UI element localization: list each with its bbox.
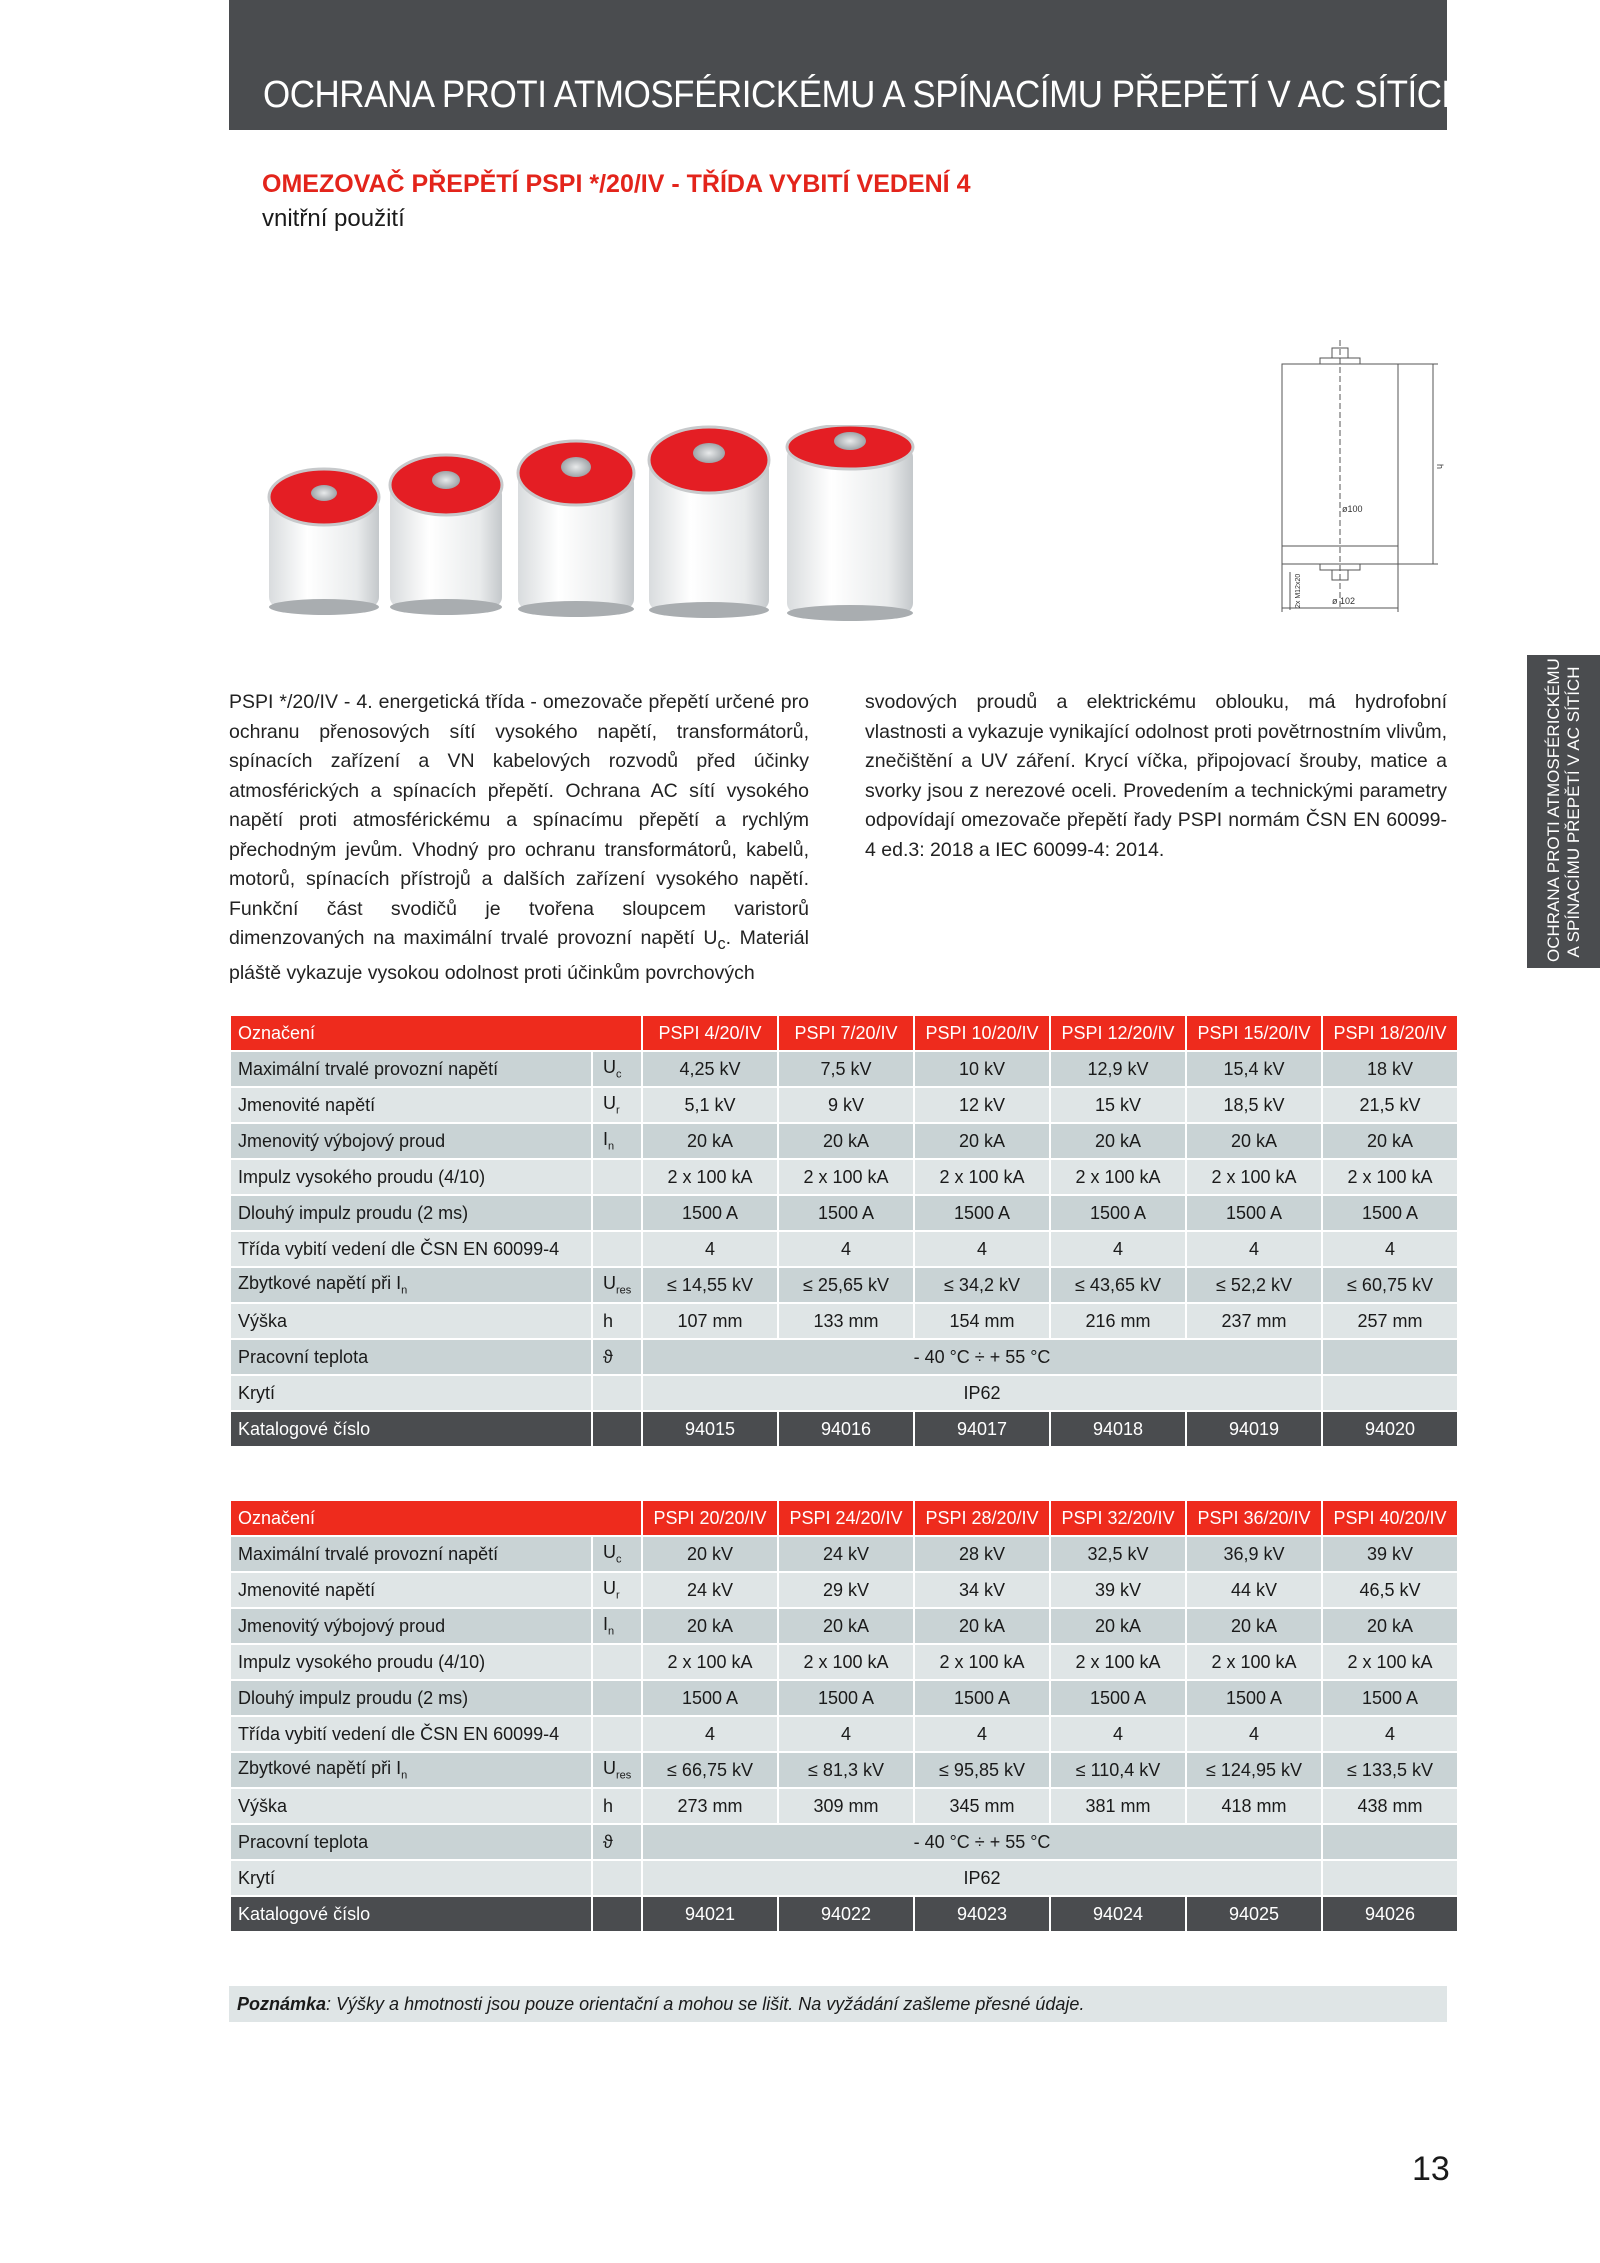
- row-value: 2 x 100 kA: [779, 1645, 913, 1679]
- row-value: 2 x 100 kA: [1323, 1160, 1457, 1194]
- row-value: 4: [915, 1232, 1049, 1266]
- row-value: 20 kA: [643, 1124, 777, 1158]
- row-label: [231, 1717, 591, 1751]
- row-symbol: [593, 1897, 641, 1931]
- row-label-text: Jmenovité napětí: [238, 1579, 376, 1600]
- row-value: 1500 A: [1323, 1196, 1457, 1230]
- side-tab-text: [1543, 657, 1584, 962]
- table-row: [231, 1537, 1457, 1571]
- catalog-number: 94018: [1051, 1412, 1185, 1446]
- table-row: [231, 1609, 1457, 1643]
- row-symbol: [593, 1537, 641, 1571]
- row-label-text: Maximální trvalé provozní napětí: [238, 1058, 499, 1079]
- dim-d1-label: ø100: [1342, 504, 1363, 514]
- row-label: [231, 1304, 591, 1338]
- table-footer-row: [231, 1412, 1457, 1446]
- row-symbol: [593, 1304, 641, 1338]
- row-value: 18,5 kV: [1187, 1088, 1321, 1122]
- row-empty: [1323, 1861, 1457, 1895]
- catalog-label: Katalogové číslo: [231, 1897, 591, 1931]
- table-row: [231, 1052, 1457, 1086]
- row-label-text: Jmenovitý výbojový proud: [238, 1615, 446, 1636]
- row-label: [231, 1124, 591, 1158]
- symbol-text: U: [603, 1093, 616, 1114]
- table-row: [231, 1304, 1457, 1338]
- row-symbol: [593, 1861, 641, 1895]
- catalog-number: 94015: [643, 1412, 777, 1446]
- row-value: 1500 A: [1187, 1681, 1321, 1715]
- row-empty: [1323, 1376, 1457, 1410]
- row-value: ≤ 133,5 kV: [1323, 1753, 1457, 1787]
- symbol-text: I: [603, 1614, 609, 1635]
- model-name: PSPI 24/20/IV: [779, 1501, 913, 1535]
- row-value: 1500 A: [1051, 1196, 1185, 1230]
- row-value: 2 x 100 kA: [1051, 1645, 1185, 1679]
- symbol-text: U: [603, 1057, 616, 1078]
- row-value: 4: [1187, 1232, 1321, 1266]
- table-row-temperature: [231, 1340, 1457, 1374]
- description-right: svodových proudů a elektrickému oblouku, má hydrofobní vlastnosti a vykazuje vynikající odolnost proti povětrnostním vlivům, znečištění a UV záření. Krycí víčka, připojovací šrouby, matice a svorky jsou z nerezové oceli. Provedením a technickými parametry odpovídají omezovače přepětí řady PSPI normám ČSN EN 60099-4 ed.3: 2018 a IEC 60099-4: 2014.: [865, 691, 1448, 861]
- row-empty: [1323, 1340, 1457, 1374]
- table-row-temperature: [231, 1825, 1457, 1859]
- row-value: 20 kA: [1051, 1124, 1185, 1158]
- row-value: 28 kV: [915, 1537, 1049, 1571]
- row-value: ≤ 34,2 kV: [915, 1268, 1049, 1302]
- table-row: [231, 1645, 1457, 1679]
- row-label: [231, 1052, 591, 1086]
- row-label-text: Výška: [238, 1795, 288, 1816]
- row-value: 21,5 kV: [1323, 1088, 1457, 1122]
- row-symbol: [593, 1753, 641, 1787]
- table-row: [231, 1681, 1457, 1715]
- row-value: 381 mm: [1051, 1789, 1185, 1823]
- model-name: PSPI 12/20/IV: [1051, 1016, 1185, 1050]
- row-value: 2 x 100 kA: [643, 1160, 777, 1194]
- row-label: [231, 1645, 591, 1679]
- row-value: 9 kV: [779, 1088, 913, 1122]
- row-value: 1500 A: [1323, 1681, 1457, 1715]
- spec-table-1: [229, 1014, 1459, 1448]
- row-value: 20 kA: [1323, 1609, 1457, 1643]
- arrester-1: [269, 469, 379, 615]
- catalog-number: 94021: [643, 1897, 777, 1931]
- arrester-4: [649, 427, 769, 618]
- symbol-sub: r: [616, 1104, 620, 1117]
- row-value: 1500 A: [915, 1196, 1049, 1230]
- table-row: [231, 1160, 1457, 1194]
- row-symbol: [593, 1160, 641, 1194]
- table-header-row: [231, 1501, 1457, 1535]
- symbol-sub: n: [608, 1625, 615, 1638]
- row-symbol: [593, 1412, 641, 1446]
- row-label: Krytí: [231, 1861, 591, 1895]
- catalog-number: 94022: [779, 1897, 913, 1931]
- row-label-text: Dlouhý impulz proudu (2 ms): [238, 1202, 469, 1223]
- row-value: ≤ 52,2 kV: [1187, 1268, 1321, 1302]
- row-value: 24 kV: [779, 1537, 913, 1571]
- row-value: 1500 A: [779, 1681, 913, 1715]
- row-value: 20 kA: [1323, 1124, 1457, 1158]
- row-value: 4: [1051, 1232, 1185, 1266]
- row-value: 2 x 100 kA: [1187, 1645, 1321, 1679]
- row-label-text: Zbytkové napětí při I: [238, 1758, 402, 1779]
- row-value: ≤ 110,4 kV: [1051, 1753, 1185, 1787]
- row-value: 15,4 kV: [1187, 1052, 1321, 1086]
- row-label: [231, 1753, 591, 1787]
- row-value: 20 kA: [915, 1609, 1049, 1643]
- product-subtitle: vnitřní použití: [262, 205, 405, 232]
- row-value: - 40 °C ÷ + 55 °C: [643, 1340, 1321, 1374]
- row-label: [231, 1232, 591, 1266]
- row-symbol: ϑ: [593, 1340, 641, 1374]
- row-value: 5,1 kV: [643, 1088, 777, 1122]
- row-value: 273 mm: [643, 1789, 777, 1823]
- symbol-text: U: [603, 1578, 616, 1599]
- row-value: ≤ 43,65 kV: [1051, 1268, 1185, 1302]
- table-row-ip: [231, 1376, 1457, 1410]
- row-value: 20 kA: [779, 1124, 913, 1158]
- row-value: 24 kV: [643, 1573, 777, 1607]
- model-name: PSPI 40/20/IV: [1323, 1501, 1457, 1535]
- row-label: [231, 1573, 591, 1607]
- row-label: Pracovní teplota: [231, 1825, 591, 1859]
- row-label-text: Impulz vysokého proudu (4/10): [238, 1651, 486, 1672]
- model-name: PSPI 32/20/IV: [1051, 1501, 1185, 1535]
- row-value: 39 kV: [1051, 1573, 1185, 1607]
- row-value: 1500 A: [643, 1681, 777, 1715]
- row-value: ≤ 124,95 kV: [1187, 1753, 1321, 1787]
- catalog-number: 94020: [1323, 1412, 1457, 1446]
- page-title: OCHRANA PROTI ATMOSFÉRICKÉMU A SPÍNACÍMU PŘEPĚTÍ V AC SÍTÍCH: [263, 74, 1467, 116]
- table-header-row: [231, 1016, 1457, 1050]
- description-left-sub: c: [717, 934, 726, 953]
- row-value: ≤ 14,55 kV: [643, 1268, 777, 1302]
- row-value: 12,9 kV: [1051, 1052, 1185, 1086]
- symbol-text: I: [603, 1129, 609, 1150]
- row-label: [231, 1268, 591, 1302]
- model-name: PSPI 4/20/IV: [643, 1016, 777, 1050]
- row-symbol: ϑ: [593, 1825, 641, 1859]
- page-number: 13: [1412, 2150, 1450, 2188]
- row-label-text: Jmenovité napětí: [238, 1094, 376, 1115]
- page-header: [229, 0, 1467, 130]
- row-value: 4: [643, 1717, 777, 1751]
- table-row: [231, 1717, 1457, 1751]
- description-left-end: . Materiál pláště vykazuje vysokou odolnost proti účinkům povrchových: [229, 927, 809, 985]
- row-value: 2 x 100 kA: [1187, 1160, 1321, 1194]
- row-label-text: Výška: [238, 1310, 288, 1331]
- description-left-text: PSPI */20/IV - 4. energetická třída - omezovače přepětí určené pro ochranu přenosových sítí vysokého napětí, transformátorů, spínacích zařízení a VN kabelových rozvodů před účinky atmosférických a spínacích přepětí. Ochrana AC sítí vysokého napětí proti atmosférickému a spínacímu přepětí a rychlým přechodným jevům. Vhodný pro ochranu transformátorů, kabelů, motorů, spínacích přístrojů a dalších zařízení vysokého napětí. Funkční část svodičů je tvořena sloupcem varistorů dimenzovaných na maximální trvalé provozní napětí U: [229, 691, 809, 949]
- arrester-2: [390, 455, 502, 615]
- row-label: [231, 1537, 591, 1571]
- row-label-text: Zbytkové napětí při I: [238, 1273, 402, 1294]
- row-value: 29 kV: [779, 1573, 913, 1607]
- row-value: 2 x 100 kA: [1323, 1645, 1457, 1679]
- row-value: 257 mm: [1323, 1304, 1457, 1338]
- symbol-text: h: [603, 1310, 614, 1331]
- catalog-number: 94026: [1323, 1897, 1457, 1931]
- row-value: 20 kA: [1187, 1609, 1321, 1643]
- row-label-text: Třída vybití vedení dle ČSN EN 60099-4: [238, 1238, 560, 1259]
- row-value: 4: [1187, 1717, 1321, 1751]
- row-value: ≤ 81,3 kV: [779, 1753, 913, 1787]
- symbol-text: h: [603, 1795, 614, 1816]
- row-symbol: [593, 1088, 641, 1122]
- symbol-text: U: [603, 1542, 616, 1563]
- catalog-label: Katalogové číslo: [231, 1412, 591, 1446]
- arrester-3: [518, 441, 634, 617]
- row-value: ≤ 25,65 kV: [779, 1268, 913, 1302]
- row-empty: [1323, 1825, 1457, 1859]
- row-value: 1500 A: [643, 1196, 777, 1230]
- row-value: 10 kV: [915, 1052, 1049, 1086]
- side-tab-line1: OCHRANA PROTI ATMOSFÉRICKÉMU: [1543, 657, 1563, 962]
- symbol-text: U: [603, 1758, 616, 1779]
- row-label-sub: n: [401, 1769, 408, 1782]
- row-value: 345 mm: [915, 1789, 1049, 1823]
- row-value: ≤ 60,75 kV: [1323, 1268, 1457, 1302]
- row-label: [231, 1160, 591, 1194]
- symbol-text: U: [603, 1273, 616, 1294]
- table-footer-row: [231, 1897, 1457, 1931]
- table-row: [231, 1753, 1457, 1787]
- row-value: ≤ 95,85 kV: [915, 1753, 1049, 1787]
- symbol-sub: res: [616, 1284, 632, 1297]
- header-label: Označení: [231, 1501, 641, 1535]
- row-value: 2 x 100 kA: [779, 1160, 913, 1194]
- dim-h-label: h: [1435, 464, 1445, 470]
- row-value: 4: [1323, 1232, 1457, 1266]
- catalog-number: 94019: [1187, 1412, 1321, 1446]
- row-label-text: Impulz vysokého proudu (4/10): [238, 1166, 486, 1187]
- row-symbol: [593, 1645, 641, 1679]
- row-value: 2 x 100 kA: [643, 1645, 777, 1679]
- row-symbol: [593, 1681, 641, 1715]
- row-symbol: [593, 1196, 641, 1230]
- note: [229, 1986, 1447, 2022]
- row-label: [231, 1681, 591, 1715]
- row-value: 1500 A: [779, 1196, 913, 1230]
- row-value: 2 x 100 kA: [915, 1645, 1049, 1679]
- row-symbol: [593, 1052, 641, 1086]
- table-row: [231, 1268, 1457, 1302]
- row-symbol: [593, 1789, 641, 1823]
- row-value: 237 mm: [1187, 1304, 1321, 1338]
- row-label-sub: n: [401, 1284, 408, 1297]
- row-value: 18 kV: [1323, 1052, 1457, 1086]
- row-value: 4,25 kV: [643, 1052, 777, 1086]
- row-symbol: [593, 1717, 641, 1751]
- catalog-number: 94016: [779, 1412, 913, 1446]
- row-value: 4: [643, 1232, 777, 1266]
- row-label-text: Třída vybití vedení dle ČSN EN 60099-4: [238, 1723, 560, 1744]
- model-name: PSPI 20/20/IV: [643, 1501, 777, 1535]
- row-symbol: [593, 1232, 641, 1266]
- row-value: 216 mm: [1051, 1304, 1185, 1338]
- side-tab: [1527, 655, 1600, 968]
- symbol-sub: res: [616, 1769, 632, 1782]
- row-symbol: [593, 1609, 641, 1643]
- table-row-ip: [231, 1861, 1457, 1895]
- row-value: 1500 A: [915, 1681, 1049, 1715]
- row-value: 1500 A: [1051, 1681, 1185, 1715]
- catalog-number: 94024: [1051, 1897, 1185, 1931]
- row-value: 20 kA: [915, 1124, 1049, 1158]
- catalog-number: 94025: [1187, 1897, 1321, 1931]
- row-value: 418 mm: [1187, 1789, 1321, 1823]
- spec-table-2: [229, 1499, 1459, 1933]
- table-row: [231, 1088, 1457, 1122]
- product-title: OMEZOVAČ PŘEPĚTÍ PSPI */20/IV - TŘÍDA VYBITÍ VEDENÍ 4: [262, 170, 971, 198]
- dimension-drawing: [1270, 340, 1450, 620]
- dim-d2-label: ø 102: [1332, 596, 1356, 606]
- symbol-sub: n: [608, 1140, 615, 1153]
- symbol-sub: c: [616, 1553, 622, 1566]
- row-value: 39 kV: [1323, 1537, 1457, 1571]
- row-value: 2 x 100 kA: [915, 1160, 1049, 1194]
- row-value: 4: [779, 1717, 913, 1751]
- dim-thread-label: 2x M12x20: [1295, 573, 1302, 608]
- product-photo: [265, 425, 925, 625]
- row-value: 46,5 kV: [1323, 1573, 1457, 1607]
- row-value: 32,5 kV: [1051, 1537, 1185, 1571]
- table-row: [231, 1196, 1457, 1230]
- note-label: Poznámka: [237, 1994, 327, 2014]
- row-value: 12 kV: [915, 1088, 1049, 1122]
- row-value: 15 kV: [1051, 1088, 1185, 1122]
- row-value: 20 kA: [643, 1609, 777, 1643]
- model-name: PSPI 15/20/IV: [1187, 1016, 1321, 1050]
- row-value: 4: [779, 1232, 913, 1266]
- row-label: Krytí: [231, 1376, 591, 1410]
- row-value: 7,5 kV: [779, 1052, 913, 1086]
- row-value: 438 mm: [1323, 1789, 1457, 1823]
- arrester-5: [787, 425, 913, 621]
- row-value: IP62: [643, 1861, 1321, 1895]
- model-name: PSPI 36/20/IV: [1187, 1501, 1321, 1535]
- row-value: 4: [915, 1717, 1049, 1751]
- row-label: [231, 1609, 591, 1643]
- header-label: Označení: [231, 1016, 641, 1050]
- row-value: 154 mm: [915, 1304, 1049, 1338]
- row-label: [231, 1789, 591, 1823]
- row-value: 20 kA: [1051, 1609, 1185, 1643]
- table-row: [231, 1124, 1457, 1158]
- catalog-number: 94023: [915, 1897, 1049, 1931]
- row-value: 309 mm: [779, 1789, 913, 1823]
- row-value: ≤ 66,75 kV: [643, 1753, 777, 1787]
- row-label-text: Dlouhý impulz proudu (2 ms): [238, 1687, 469, 1708]
- row-value: 133 mm: [779, 1304, 913, 1338]
- row-value: 1500 A: [1187, 1196, 1321, 1230]
- model-name: PSPI 10/20/IV: [915, 1016, 1049, 1050]
- table-row: [231, 1789, 1457, 1823]
- row-symbol: [593, 1268, 641, 1302]
- model-name: PSPI 28/20/IV: [915, 1501, 1049, 1535]
- row-label-text: Maximální trvalé provozní napětí: [238, 1543, 499, 1564]
- table-row: [231, 1573, 1457, 1607]
- row-value: 34 kV: [915, 1573, 1049, 1607]
- row-value: 20 kV: [643, 1537, 777, 1571]
- row-symbol: [593, 1376, 641, 1410]
- row-value: 36,9 kV: [1187, 1537, 1321, 1571]
- row-value: 4: [1323, 1717, 1457, 1751]
- side-tab-line2: A SPÍNACÍMU PŘEPĚTÍ V AC SÍTÍCH: [1563, 666, 1583, 957]
- row-value: 4: [1051, 1717, 1185, 1751]
- row-value: IP62: [643, 1376, 1321, 1410]
- catalog-number: 94017: [915, 1412, 1049, 1446]
- model-name: PSPI 18/20/IV: [1323, 1016, 1457, 1050]
- row-label: [231, 1196, 591, 1230]
- symbol-sub: c: [616, 1068, 622, 1081]
- row-value: 20 kA: [1187, 1124, 1321, 1158]
- row-value: 2 x 100 kA: [1051, 1160, 1185, 1194]
- row-symbol: [593, 1124, 641, 1158]
- description-left: [229, 688, 809, 989]
- table-row: [231, 1232, 1457, 1266]
- row-value: - 40 °C ÷ + 55 °C: [643, 1825, 1321, 1859]
- note-text: : Výšky a hmotnosti jsou pouze orientační a mohou se lišit. Na vyžádání zašleme přesné údaje.: [326, 1994, 1085, 2014]
- row-symbol: [593, 1573, 641, 1607]
- row-label: Pracovní teplota: [231, 1340, 591, 1374]
- row-label: [231, 1088, 591, 1122]
- row-label-text: Jmenovitý výbojový proud: [238, 1130, 446, 1151]
- row-value: 107 mm: [643, 1304, 777, 1338]
- row-value: 44 kV: [1187, 1573, 1321, 1607]
- symbol-sub: r: [616, 1589, 620, 1602]
- model-name: PSPI 7/20/IV: [779, 1016, 913, 1050]
- row-value: 20 kA: [779, 1609, 913, 1643]
